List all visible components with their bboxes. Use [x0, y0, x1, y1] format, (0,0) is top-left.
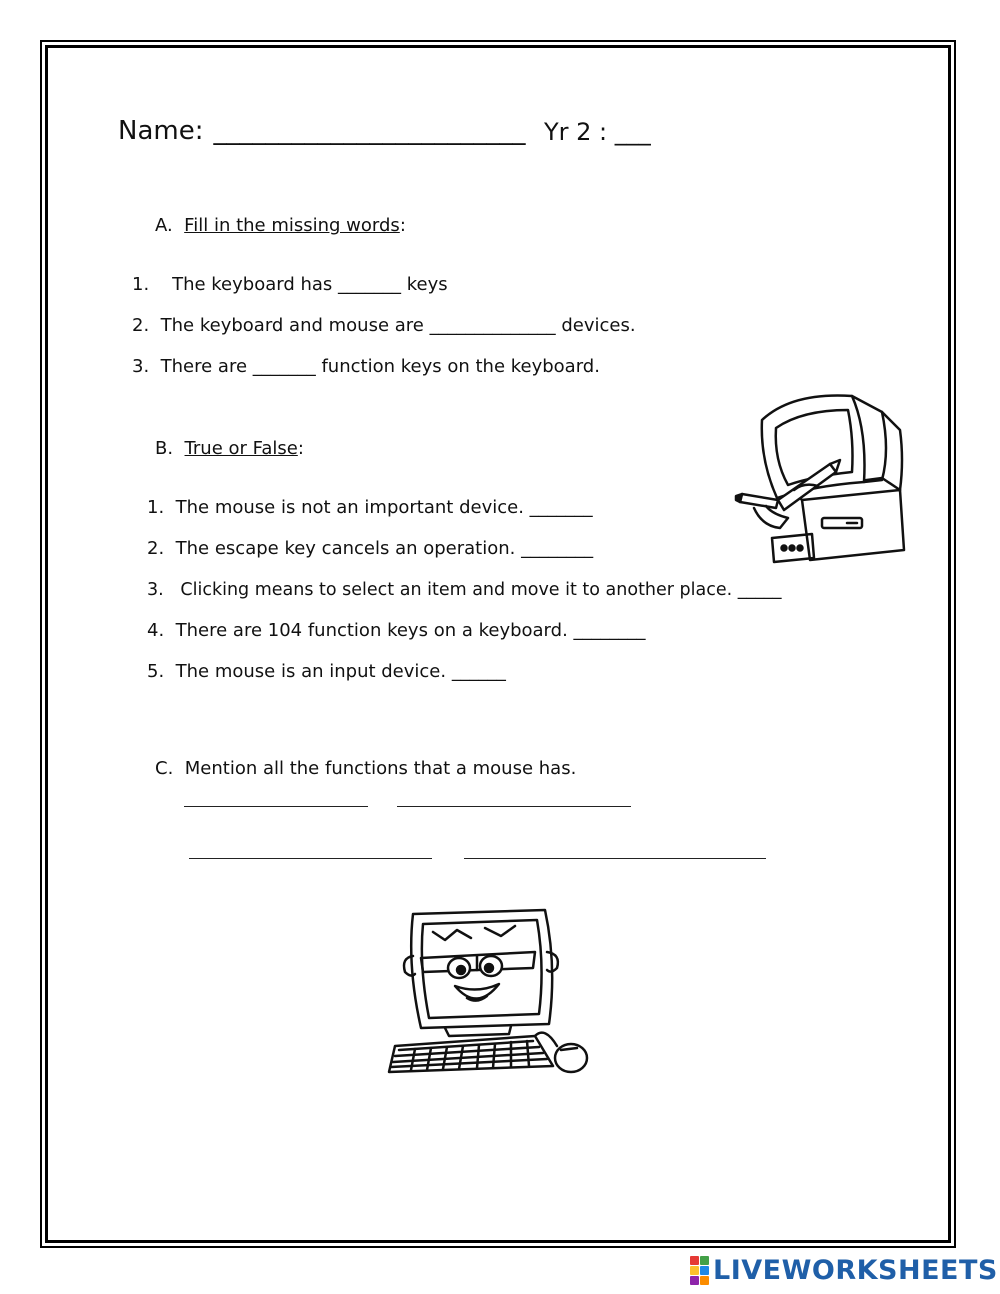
item-number: 5. — [147, 661, 165, 682]
answer-line-3[interactable] — [189, 858, 432, 859]
liveworksheets-brand — [690, 1254, 998, 1286]
year-blank[interactable]: ___ — [614, 118, 651, 146]
item-text: The mouse is an input device. ______ — [175, 661, 506, 682]
section-b-letter: B. — [155, 438, 174, 459]
section-a-heading — [155, 215, 406, 237]
computer-with-pencil-icon — [732, 390, 912, 565]
item-number: 3. — [132, 356, 150, 377]
section-a-colon: : — [399, 215, 406, 236]
year-label: Yr 2 : — [544, 118, 608, 146]
smiling-computer-keyboard-mouse-icon — [385, 906, 595, 1082]
liveworksheets-logo-icon — [690, 1256, 709, 1285]
answer-line-4[interactable] — [464, 858, 766, 859]
list-item — [132, 315, 636, 337]
section-c-title: Mention all the functions that a mouse has. — [184, 758, 577, 779]
logo-block — [700, 1276, 709, 1285]
list-item — [147, 661, 506, 683]
item-number: 3. — [147, 580, 164, 600]
section-c-letter: C. — [155, 758, 174, 779]
section-b-title: True or False — [184, 438, 298, 459]
item-number: 2. — [147, 538, 165, 559]
item-number: 4. — [147, 620, 165, 641]
item-number: 1. — [147, 497, 165, 518]
list-item — [147, 497, 593, 519]
item-text: The keyboard and mouse are ______________ devices. — [160, 315, 636, 336]
list-item — [132, 356, 600, 378]
logo-block — [700, 1266, 709, 1275]
list-item — [132, 274, 448, 296]
section-a-title: Fill in the missing words — [184, 215, 400, 236]
list-item — [147, 579, 782, 601]
name-label: Name: — [118, 116, 204, 146]
item-number: 2. — [132, 315, 150, 336]
logo-block — [690, 1266, 699, 1275]
name-blank[interactable]: ________________________ — [213, 116, 526, 146]
item-text: The mouse is not an important device. _______ — [175, 497, 593, 518]
logo-block — [690, 1276, 699, 1285]
item-text: There are 104 function keys on a keyboard. ________ — [175, 620, 646, 641]
logo-block — [690, 1256, 699, 1265]
year-field-row — [544, 118, 651, 146]
section-b-colon: : — [297, 438, 304, 459]
answer-line-1[interactable] — [184, 806, 368, 807]
list-item — [147, 620, 646, 642]
item-text: The keyboard has _______ keys — [172, 274, 448, 295]
item-text: There are _______ function keys on the keyboard. — [160, 356, 600, 377]
section-a-letter: A. — [155, 215, 173, 236]
item-number: 1. — [132, 274, 150, 295]
logo-block — [700, 1256, 709, 1265]
brand-text: LIVEWORKSHEETS — [713, 1254, 998, 1286]
section-b-heading — [155, 438, 304, 460]
list-item — [147, 538, 593, 560]
item-text: Clicking means to select an item and move it to another place. _____ — [180, 580, 782, 600]
name-field-row — [118, 116, 525, 146]
item-text: The escape key cancels an operation. ________ — [175, 538, 594, 559]
section-c-heading — [155, 758, 576, 780]
answer-line-2[interactable] — [397, 806, 631, 807]
